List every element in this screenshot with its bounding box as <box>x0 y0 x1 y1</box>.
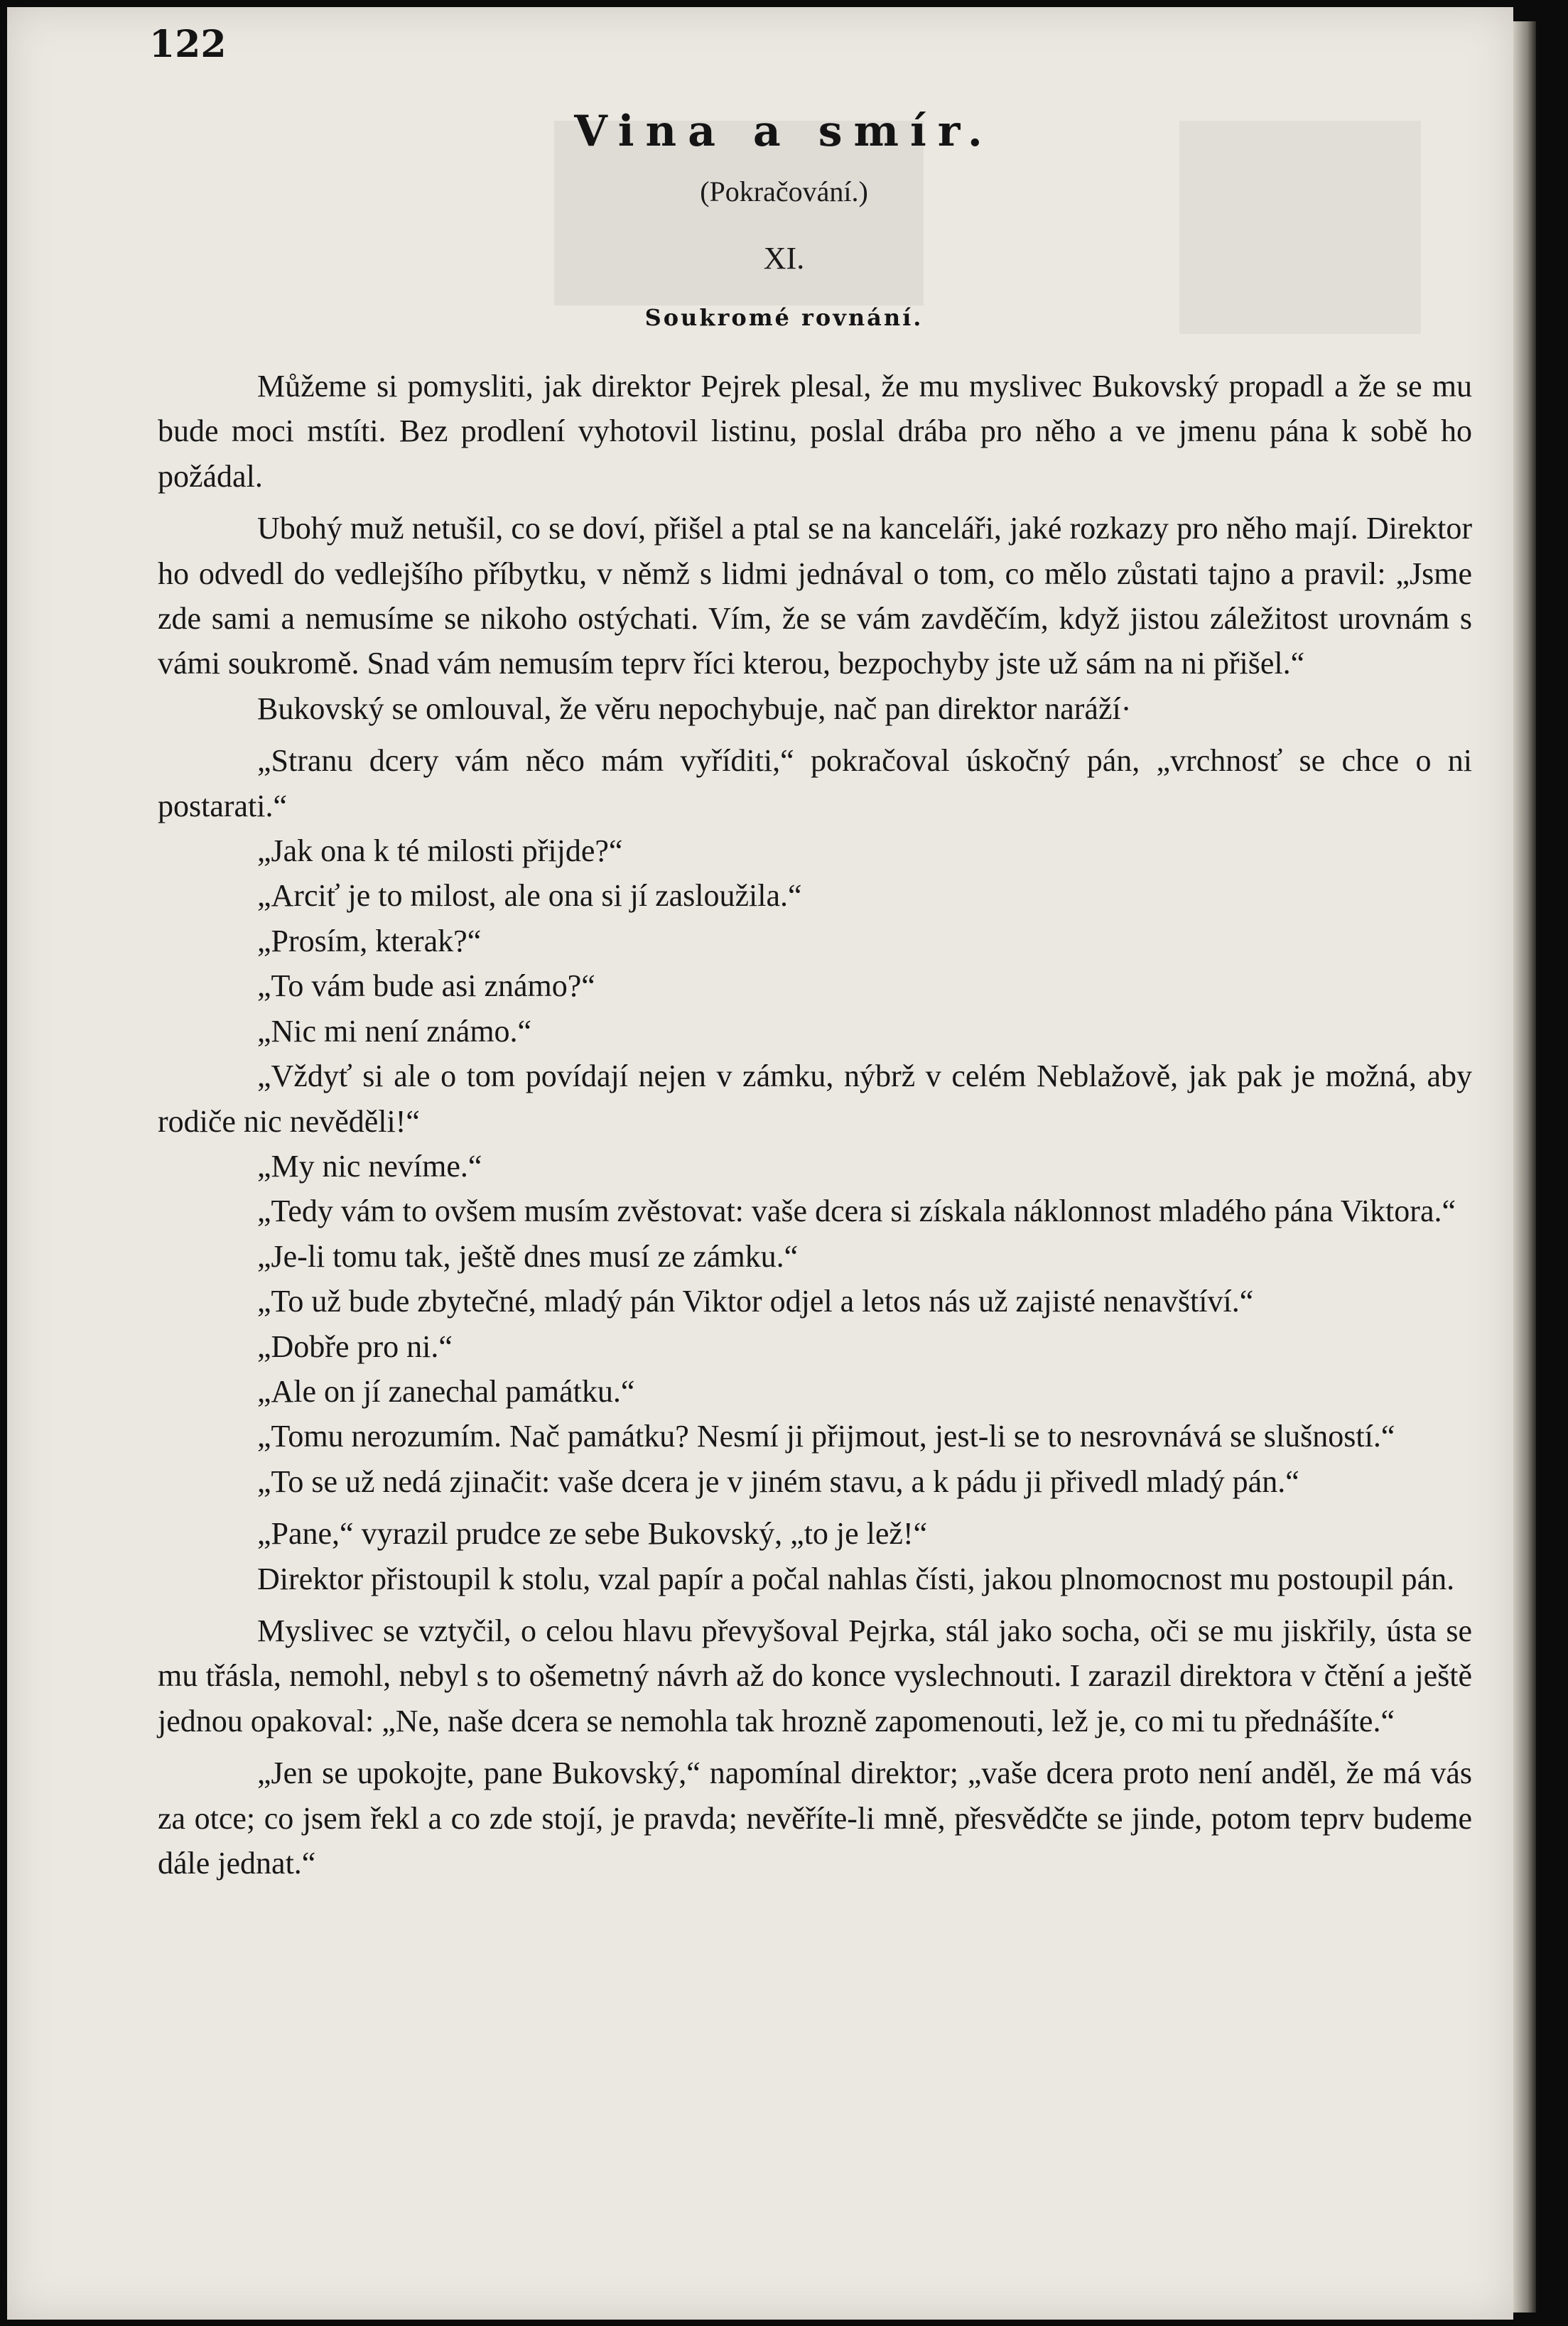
paragraph: „Je-li tomu tak, ještě dnes musí ze zámku.“ <box>257 1238 799 1274</box>
paragraph: „Stranu dcery vám něco mám vyříditi,“ pokračoval úskočný pán, „vrchnosť se chce o ni postarati.“ <box>158 743 1472 823</box>
page-number: 122 <box>149 23 227 66</box>
paragraph: Ubohý muž netušil, co se doví, přišel a ptal se na kanceláři, jaké rozkazy pro něho mají. Direktor ho odvedl do vedlejšího příbytku, v němž s lidmi jednával o tom, co mělo zůstati tajno a pravil: „Jsme zde sami a nemusíme se nikoho ostýchati. Vím, že se vám zavděčím, když jistou záležitost urovnám s vámi soukromě. Snad vám nemusím teprv říci kterou, bezpochyby jste už sám na ni přišel.“ <box>158 511 1472 681</box>
paragraph: „My nic nevíme.“ <box>257 1148 482 1184</box>
paragraph: „Dobře pro ni.“ <box>257 1329 453 1364</box>
paragraph: „To vám bude asi známo?“ <box>257 968 595 1004</box>
paragraph: „Arciť je to milost, ale ona si jí zasloužila.“ <box>257 878 802 914</box>
paragraph: „Ale on jí zanechal památku.“ <box>257 1373 635 1409</box>
page-edge <box>1513 21 1536 2313</box>
paragraph: „To se už nedá zjinačit: vaše dcera je v jiném stavu, a k pádu ji přivedl mladý pán.“ <box>257 1464 1299 1499</box>
paragraph: „Vždyť si ale o tom povídají nejen v zámku, nýbrž v celém Neblažově, jak pak je možná, aby rodiče nic nevěděli!“ <box>158 1059 1472 1139</box>
article-subtitle: (Pokračování.) <box>700 175 868 207</box>
chapter-title: Soukromé rovnání. <box>644 304 924 331</box>
paragraph: „Jak ona k té milosti přijde?“ <box>257 833 623 869</box>
paragraph: Můžeme si pomysliti, jak direktor Pejrek plesal, že mu myslivec Bukovský propadl a že se mu bude moci mstíti. Bez prodlení vyhotovil listinu, poslal drába pro něho a ve jmenu pána k sobě ho požádal. <box>158 369 1472 494</box>
paragraph: „To už bude zbytečné, mladý pán Viktor odjel a letos nás už zajisté nenavštíví.“ <box>257 1284 1254 1319</box>
paragraph: Bukovský se omlouval, že věru nepochybuje, nač pan direktor naráží· <box>257 691 1132 726</box>
chapter-number: XI. <box>763 241 805 276</box>
paragraph: Direktor přistoupil k stolu, vzal papír a počal nahlas čísti, jakou plnomocnost mu postoupil pán. <box>257 1561 1455 1596</box>
article-title: Vina a smír. <box>574 107 994 156</box>
paragraph: Myslivec se vztyčil, o celou hlavu převyšoval Pejrka, stál jako socha, oči se mu jiskřily, ústa se mu třásla, nemohl, nebyl s to ošemetný návrh až do konce vyslechnouti. I zarazil direktora v čtění a ještě jednou opakoval: „Ne, naše dcera se nemohla tak hrozně zapomenouti, lež je, co mi tu přednášíte.“ <box>158 1613 1472 1738</box>
paragraph: „Pane,“ vyrazil prudce ze sebe Bukovský, „to je lež!“ <box>257 1516 928 1552</box>
paragraph: „Tedy vám to ovšem musím zvěstovat: vaše dcera si získala náklonnost mladého pána Viktora.“ <box>257 1194 1456 1229</box>
paragraph: „Tomu nerozumím. Nač památku? Nesmí ji přijmout, jest-li se to nesrovnává se slušností.“ <box>257 1419 1395 1454</box>
paragraph: „Nic mi není známo.“ <box>257 1013 532 1049</box>
paragraph: „Jen se upokojte, pane Bukovský,“ napomínal direktor; „vaše dcera proto není anděl, že má vás za otce; co jsem řekl a co zde stojí, je pravda; nevěříte-li mně, přesvědčte se jinde, potom teprv budeme dále jednat.“ <box>158 1756 1472 1881</box>
paragraph: „Prosím, kterak?“ <box>257 923 482 958</box>
article-body <box>158 364 1472 1886</box>
